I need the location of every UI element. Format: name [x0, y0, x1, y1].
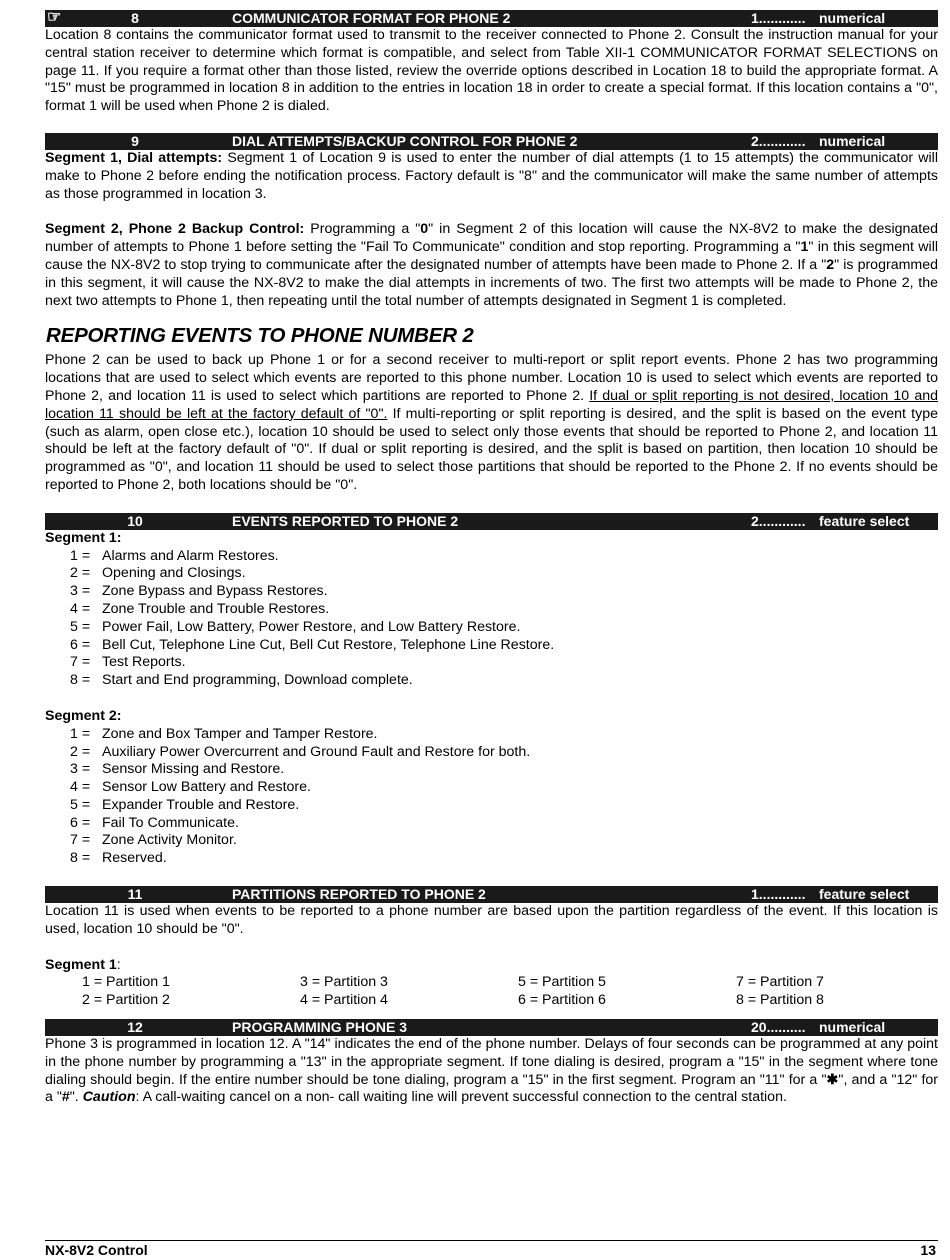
location-9-segment-2: [45, 221, 938, 310]
location-number: 10: [127, 512, 143, 529]
description-text: ", and a "12" for a ": [45, 1071, 939, 1106]
partition-option: 4 = Partition 4: [300, 992, 388, 1009]
segment-text: " in Segment 2 of this location will cause the NX-8V2 to make the designated number of attempts to Phone 1 before setting the "Fail To Communicate" condition and stop reporting. Programming a ": [45, 221, 938, 256]
list-item: [45, 565, 938, 583]
partition-option: 1 = Partition 1: [82, 974, 170, 991]
location-number: 11: [127, 886, 143, 903]
partition-segment-label: [45, 957, 938, 975]
partition-option: 6 = Partition 6: [518, 992, 606, 1009]
option-number: 1 =: [70, 725, 91, 742]
section-text: If multi-reporting or split reporting is desired, and the split is based on the event type (such as alarm, open close etc.), location 10 should be used to select only those events that should be reported to Phone 2, and location 11 should be left at the factory default of "0". If dual or split reporting is desired, and the split is based on partition, then location 10 should be programmed as "0", and location 11 should be used to select those partitions that should be reported to the Phone 2. If no events should be reported to Phone 2, both locations should be "0".: [45, 405, 938, 493]
location-number: 12: [127, 1019, 143, 1036]
segment-2-list: [45, 726, 938, 868]
option-text: Expander Trouble and Restore.: [102, 796, 300, 813]
segment-count: 2............: [751, 512, 806, 529]
value-1: 1: [800, 239, 809, 256]
hash-symbol: #: [61, 1089, 70, 1106]
option-text: Zone Bypass and Bypass Restores.: [102, 583, 328, 600]
partition-option: 3 = Partition 3: [300, 974, 388, 991]
option-text: Alarms and Alarm Restores.: [102, 547, 279, 564]
location-number: 8: [131, 10, 139, 26]
list-item: [45, 744, 938, 762]
option-number: 8 =: [70, 672, 91, 689]
location-title: EVENTS REPORTED TO PHONE 2: [232, 512, 459, 529]
segment-label: Segment 1, Dial attempts:: [45, 149, 223, 166]
option-text: Zone Trouble and Trouble Restores.: [102, 600, 330, 617]
list-item: [45, 761, 938, 779]
option-text: Reserved.: [102, 850, 167, 867]
list-item: [45, 779, 938, 797]
option-number: 7 =: [70, 832, 91, 849]
list-item: [45, 583, 938, 601]
segment-text: " in this segment will cause the NX-8V2 to stop trying to communicate after the designated number of attempts have been made to Phone 2. If a ": [45, 239, 938, 273]
footer-title: NX-8V2 Control: [45, 1242, 148, 1258]
description-text: : A call-waiting cancel on a non- call waiting line will prevent successful connection to the central station.: [135, 1089, 787, 1106]
option-number: 1 =: [70, 547, 91, 564]
list-item: [45, 601, 938, 619]
segment-count: 2............: [751, 132, 806, 149]
location-8-header: [45, 10, 938, 27]
pointing-hand-icon: ☞: [47, 9, 62, 26]
option-number: 5 =: [70, 618, 91, 635]
list-item: [45, 672, 938, 690]
section-description: [45, 352, 938, 494]
underlined-note: If dual or split reporting is not desired, location 10 and location 11 should be left at the factory default of "0".: [45, 387, 938, 422]
location-title: PROGRAMMING PHONE 3: [232, 1019, 408, 1036]
option-text: Sensor Low Battery and Restore.: [102, 779, 311, 796]
segment-label: Segment 1: [45, 956, 117, 973]
manual-page: [45, 10, 938, 1107]
page-number: 13: [920, 1242, 936, 1258]
option-number: 4 =: [70, 600, 91, 617]
section-text: Phone 2 can be used to back up Phone 1 or for a second receiver to multi-report or split report events. Phone 2 has two programming locations that are used to select which events are reported to this phone number. Location 10 is used to select which events are reported to Phone 2, and location 11 is used to select which partitions are reported to Phone 2.: [45, 352, 938, 404]
option-text: Zone Activity Monitor.: [102, 832, 237, 849]
location-11-header: [45, 886, 938, 903]
segment-1-list: [45, 548, 938, 690]
list-item: [45, 619, 938, 637]
segment-label: Segment 2, Phone 2 Backup Control:: [45, 221, 305, 238]
partition-option: 2 = Partition 2: [82, 992, 170, 1009]
list-item: [45, 654, 938, 672]
value-0: 0: [420, 221, 429, 238]
segment-text: " is programmed in this segment, it will cause the NX-8V2 to make the dial attempts in increments of two. The first two attempts will be made to Phone 2, the next two attempts to Phone 1, then repeating until the total number of attempts designated in Segment 1 is completed.: [45, 256, 938, 309]
option-text: Zone and Box Tamper and Tamper Restore.: [102, 725, 378, 742]
option-text: Bell Cut, Telephone Line Cut, Bell Cut Restore, Telephone Line Restore.: [102, 636, 555, 653]
location-type: feature select: [819, 512, 910, 529]
location-11-description: Location 11 is used when events to be reported to a phone number are based upon the partition regardless of the event. If this location is used, location 10 should be "0".: [45, 903, 938, 937]
partition-option: 5 = Partition 5: [518, 974, 606, 991]
option-text: Sensor Missing and Restore.: [102, 761, 285, 778]
option-number: 6 =: [70, 814, 91, 831]
list-item: [45, 548, 938, 566]
value-2: 2: [826, 256, 835, 273]
option-number: 6 =: [70, 636, 91, 653]
location-9-segment-1: [45, 150, 938, 203]
star-symbol: ✱: [826, 1071, 839, 1088]
location-type: numerical: [819, 10, 886, 26]
list-item: [45, 832, 938, 850]
location-type: feature select: [819, 886, 910, 903]
option-number: 3 =: [70, 761, 91, 778]
partition-option: 7 = Partition 7: [736, 974, 824, 991]
option-number: 2 =: [70, 565, 91, 582]
location-12-description: [45, 1036, 938, 1107]
partition-option: 8 = Partition 8: [736, 992, 824, 1009]
option-text: Power Fail, Low Battery, Power Restore, and Low Battery Restore.: [102, 618, 521, 635]
segment-2-label: Segment 2:: [45, 707, 122, 724]
description-text: Phone 3 is programmed in location 12. A "14" indicates the end of the phone number. Delays of four seconds can be programmed at any point in the phone number by programming a "13" in the appropriate segment. If tone dialing is desired, program a "15" in the segment where tone dialing should begin. If the entire number should be tone dialing, program a "15" in the first segment. Program an "11" for a ": [45, 1036, 938, 1088]
location-9-header: [45, 133, 938, 150]
location-title: COMMUNICATOR FORMAT FOR PHONE 2: [232, 10, 511, 26]
location-type: numerical: [819, 1019, 886, 1036]
location-title: DIAL ATTEMPTS/BACKUP CONTROL FOR PHONE 2: [232, 132, 578, 149]
segment-text: Segment 1 of Location 9 is used to enter the number of dial attempts (1 to 15 attempts) the communicator will make to Phone 2 before ending the notification process. Factory default is "8" and the communicator will make the same number of attempts as those programmed in location 3.: [45, 149, 938, 202]
option-number: 5 =: [70, 796, 91, 813]
option-number: 4 =: [70, 779, 91, 796]
list-item: [45, 815, 938, 833]
caution-label: Caution: [82, 1089, 136, 1106]
option-number: 8 =: [70, 850, 91, 867]
section-heading: REPORTING EVENTS TO PHONE NUMBER 2: [46, 324, 474, 348]
segment-count: 1............: [751, 10, 806, 26]
list-item: [45, 797, 938, 815]
list-item: [45, 637, 938, 655]
option-text: Fail To Communicate.: [102, 814, 239, 831]
segment-text: Programming a ": [310, 221, 421, 238]
option-number: 3 =: [70, 583, 91, 600]
segment-count: 1............: [751, 886, 806, 903]
location-title: PARTITIONS REPORTED TO PHONE 2: [232, 886, 486, 903]
option-text: Test Reports.: [102, 654, 186, 671]
segment-1-label: Segment 1:: [45, 529, 122, 546]
option-text: Opening and Closings.: [102, 565, 246, 582]
segment-count: 20..........: [751, 1019, 806, 1036]
page-footer: [45, 1240, 938, 1258]
location-number: 9: [131, 132, 139, 149]
location-10-header: [45, 513, 938, 530]
option-number: 2 =: [70, 743, 91, 760]
label-colon: :: [116, 956, 121, 973]
list-item: [45, 850, 938, 868]
option-number: 7 =: [70, 654, 91, 671]
list-item: [45, 726, 938, 744]
partition-grid: [45, 974, 938, 1010]
location-type: numerical: [819, 132, 886, 149]
option-text: Auxiliary Power Overcurrent and Ground Fault and Restore for both.: [102, 743, 531, 760]
option-text: Start and End programming, Download complete.: [102, 672, 413, 689]
location-8-description: Location 8 contains the communicator format used to transmit to the receiver connected to Phone 2. Consult the instruction manual for your central station receiver to determine which format is compatible, and select from Table XII-1 COMMUNICATOR FORMAT SELECTIONS on page 11. If you require a format other than those listed, review the override options described in Location 18 to build the appropriate format. A "15" must be programmed in location 8 in addition to the entries in location 18 in order to create a special format. If this location contains a "0", format 1 will be used when Phone 2 is dialed.: [45, 27, 938, 115]
location-12-header: [45, 1019, 938, 1036]
description-text: ".: [69, 1089, 83, 1106]
